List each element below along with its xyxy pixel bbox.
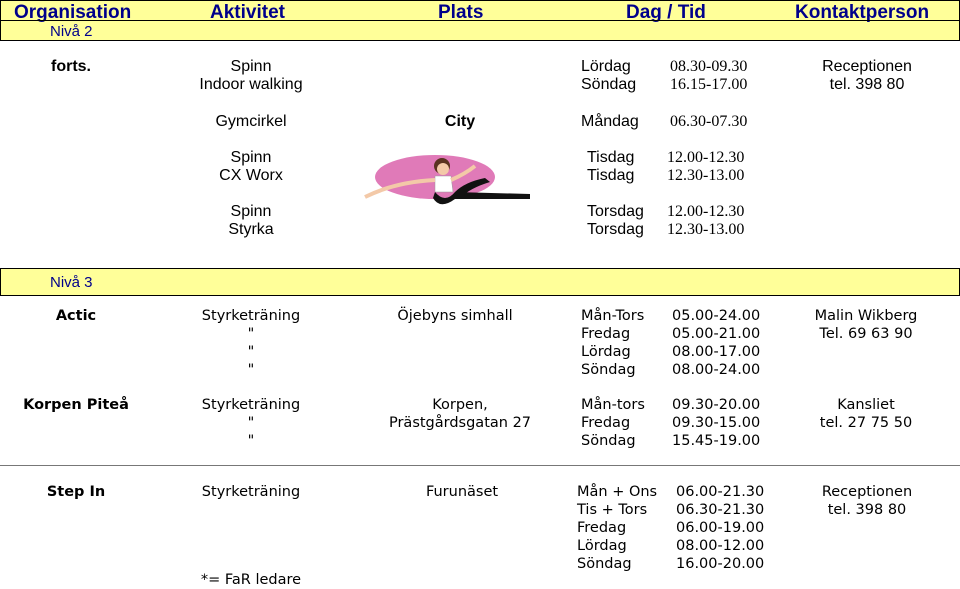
time-text: 06.00-19.00 [676, 520, 765, 536]
activity-cell [202, 307, 300, 379]
activity-styrketraning: Styrketräning [201, 484, 301, 500]
activity-cell [219, 149, 283, 185]
col-aktivitet-header: Aktivitet [210, 2, 285, 23]
time-cell [667, 203, 744, 239]
footnote: *= FaR ledare [200, 572, 302, 588]
activity-indoor-walking: Indoor walking [199, 76, 303, 93]
activity-cell [199, 58, 302, 94]
time-text: 09.30-15.00 [672, 415, 761, 431]
time-text: 16.15-17.00 [670, 76, 748, 93]
day-text: Lördag [581, 58, 631, 75]
place-ojebyns-simhall: Öjebyns simhall [397, 308, 513, 324]
level-3-bar [0, 268, 960, 296]
place-text: Korpen, [432, 397, 488, 413]
time-text: 12.30-13.00 [667, 221, 745, 238]
day-text: Lördag [581, 344, 631, 360]
time-text: 06.30-07.30 [670, 113, 748, 130]
time-text: 05.00-24.00 [672, 308, 761, 324]
activity-text: " [247, 433, 255, 449]
contact-text: Tel. 69 63 90 [819, 326, 913, 342]
time-text: 09.30-20.00 [672, 397, 761, 413]
day-text: Söndag [581, 362, 636, 378]
place-text: Prästgårdsgatan 27 [388, 415, 532, 431]
contact-text: Receptionen [822, 58, 912, 75]
activity-text: Spinn [230, 203, 272, 220]
contact-text: tel. 398 80 [829, 76, 905, 93]
time-cell [672, 396, 760, 450]
time-cell [672, 307, 760, 379]
contact-cell [820, 396, 912, 432]
day-cell [581, 396, 645, 450]
time-text: 08.00-12.00 [676, 538, 765, 554]
contact-cell [822, 483, 912, 519]
col-organisation-header: Organisation [14, 2, 132, 23]
day-text: Söndag [581, 433, 636, 449]
activity-text: Styrketräning [201, 308, 301, 324]
day-text: Mån + Ons [577, 484, 658, 500]
day-text: Fredag [577, 520, 627, 536]
contact-cell [815, 307, 918, 343]
day-text: Söndag [577, 556, 632, 572]
stretching-woman-illustration [355, 152, 585, 214]
org-actic: Actic [55, 308, 97, 324]
day-text: Torsdag [587, 203, 644, 220]
col-kontaktperson-header: Kontaktperson [795, 2, 930, 23]
contact-text: tel. 398 80 [827, 502, 907, 518]
org-korpen-pitea: Korpen Piteå [23, 397, 129, 413]
time-text: 08.00-24.00 [672, 362, 761, 378]
time-cell [667, 149, 744, 185]
time-text: 06.30-21.30 [676, 502, 765, 518]
day-cell [581, 58, 636, 94]
contact-text: Kansliet [837, 397, 895, 413]
time-text: 12.30-13.00 [667, 167, 745, 184]
time-text: 12.00-12.30 [667, 149, 745, 166]
header-divider [0, 20, 960, 21]
time-text: 08.30-09.30 [670, 58, 748, 75]
time-text: 06.00-21.30 [676, 484, 765, 500]
org-step-in: Step In [46, 484, 106, 500]
activity-text: Spinn [230, 149, 272, 166]
contact-text: tel. 27 75 50 [819, 415, 913, 431]
day-cell [587, 149, 634, 185]
day-cell [581, 307, 644, 379]
time-text: 12.00-12.30 [667, 203, 745, 220]
contact-text: Receptionen [821, 484, 913, 500]
activity-text: CX Worx [219, 167, 283, 184]
day-cell [587, 203, 644, 239]
day-text: Tisdag [587, 167, 635, 184]
col-dag-tid-header: Dag / Tid [626, 2, 706, 23]
activity-cell [228, 203, 273, 239]
shirt [435, 176, 453, 192]
activity-text: " [247, 344, 255, 360]
time-cell [670, 58, 747, 94]
activity-gymcirkel: Gymcirkel [215, 113, 287, 130]
activity-text: Styrketräning [201, 397, 301, 413]
day-text: Mån-tors [581, 397, 645, 413]
place-city: City [444, 113, 476, 130]
place-cell [389, 396, 531, 432]
level-3-label: Nivå 3 [50, 274, 93, 291]
activity-text: Styrka [228, 221, 274, 238]
activity-text: " [247, 326, 255, 342]
place-furunaset: Furunäset [425, 484, 499, 500]
day-cell [577, 483, 657, 573]
activity-cell [202, 396, 300, 450]
day-text: Tis + Tors [577, 502, 648, 518]
time-cell [676, 483, 764, 573]
activity-text: " [247, 362, 255, 378]
day-text: Tisdag [587, 149, 635, 166]
day-text: Mån-Tors [581, 308, 645, 324]
activity-text: " [247, 415, 255, 431]
level-2-label: Nivå 2 [50, 23, 93, 40]
day-text: Fredag [581, 415, 631, 431]
row-divider [0, 465, 960, 466]
time-text: 08.00-17.00 [672, 344, 761, 360]
day-text: Torsdag [587, 221, 644, 238]
day-text: Måndag [581, 113, 639, 130]
day-text: Söndag [581, 76, 637, 93]
activity-spinn: Spinn [230, 58, 272, 75]
forts-label: forts. [51, 58, 91, 75]
contact-cell [822, 58, 912, 94]
time-text: 05.00-21.00 [672, 326, 761, 342]
face [437, 163, 449, 175]
col-plats-header: Plats [438, 2, 484, 23]
contact-text: Malin Wikberg [814, 308, 918, 324]
time-text: 15.45-19.00 [672, 433, 761, 449]
day-text: Lördag [577, 538, 627, 554]
day-text: Fredag [581, 326, 631, 342]
time-text: 16.00-20.00 [676, 556, 765, 572]
